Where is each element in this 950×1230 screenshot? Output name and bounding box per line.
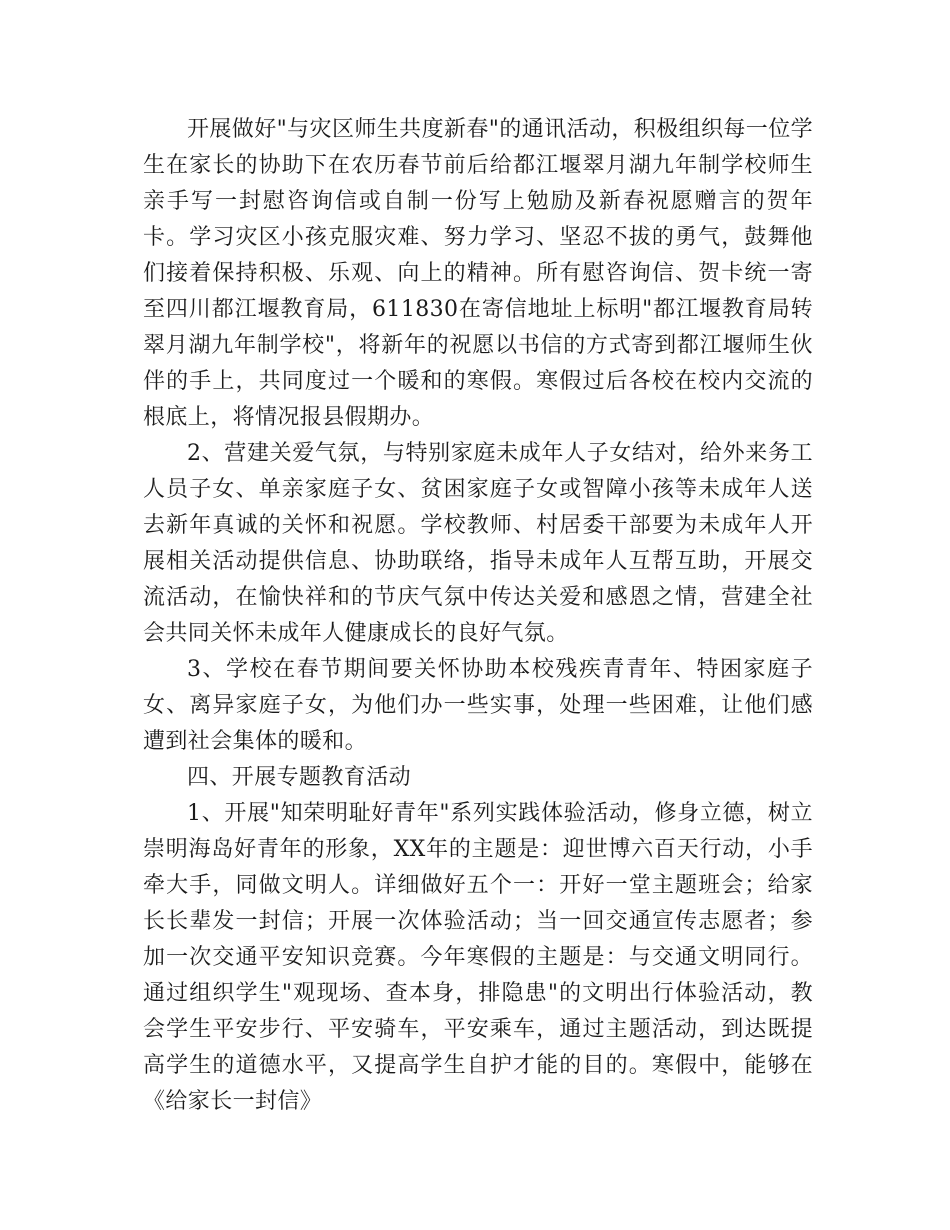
paragraph-practice-activities: 1、开展"知荣明耻好青年"系列实践体验活动，修身立德，树立崇明海岛好青年的形象，XX年的主题是：迎世博六百天行动，小手牵大手，同做文明人。详细做好五个一：开好一堂主题班会；给家长长辈发一封信；开展一次体验活动；当一回交通宣传志愿者；参加一次交通平安知识竞赛。今年寒假的主题是：与交通文明同行。通过组织学生"观现场、查本身，排隐患"的文明出行体验活动，教会学生平安步行、平安骑车，平安乘车，通过主题活动，到达既提高学生的道德水平，又提高学生自护才能的目的。寒假中，能够在《给家长一封信》 bbox=[143, 801, 813, 1114]
paragraph-care-atmosphere: 2、营建关爱气氛，与特别家庭未成年人子女结对，给外来务工人员子女、单亲家庭子女、贫困家庭子女或智障小孩等未成年人送去新年真诚的关怀和祝愿。学校教师、村居委干部要为未成年人开展相关活动提供信息、协助联络，指导未成年人互帮互助，开展交流活动，在愉快祥和的节庆气氛中传达关爱和感恩之情，营建全社会共同关怀未成年人健康成长的良好气氛。 bbox=[143, 441, 813, 646]
section-heading-special-education: 四、开展专题教育活动 bbox=[187, 765, 412, 790]
paragraph-exchange-letters: 开展做好"与灾区师生共度新春"的通讯活动，积极组织每一位学生在家长的协助下在农历春节前后给都江堰翠月湖九年制学校师生亲手写一封慰咨询信或自制一份写上勉励及新春祝愿赠言的贺年卡。学习灾区小孩克服灾难、努力学习、坚忍不拔的勇气，鼓舞他们接着保持积极、乐观、向上的精神。所有慰咨询信、贺卡统一寄至四川都江堰教育局，611830在寄信地址上标明"都江堰教育局转翠月湖九年制学校"，将新年的祝愿以书信的方式寄到都江堰师生伙伴的手上，共同度过一个暖和的寒假。寒假过后各校在校内交流的根底上，将情况报县假期办。 bbox=[143, 117, 813, 430]
paragraph-school-care: 3、学校在春节期间要关怀协助本校残疾青青年、特困家庭子女、离异家庭子女，为他们办一些实事，处理一些困难，让他们感遭到社会集体的暖和。 bbox=[143, 657, 813, 754]
document-body bbox=[143, 112, 813, 1120]
